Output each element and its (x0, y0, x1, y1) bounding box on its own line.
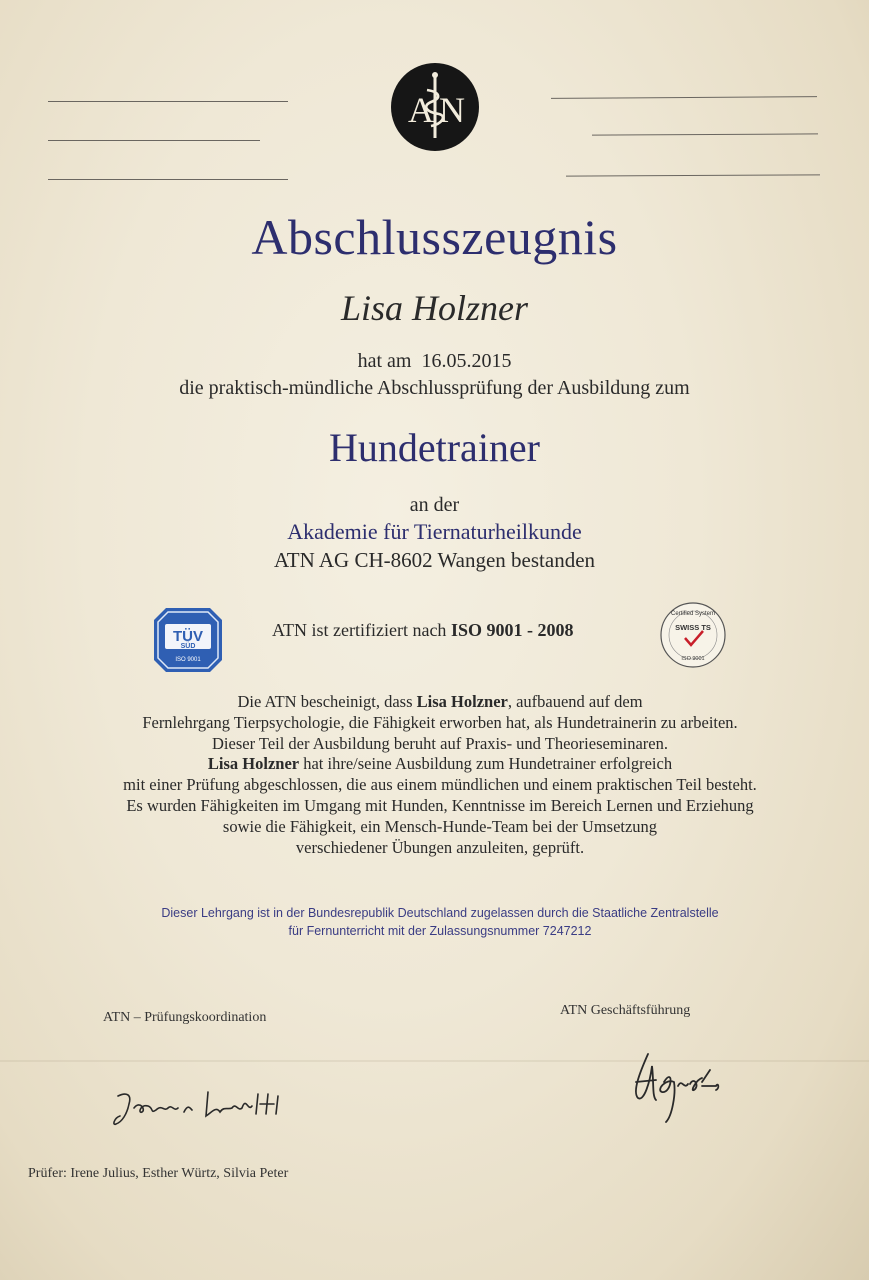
exam-date-line (0, 350, 869, 373)
body-name-1: Lisa Holzner (416, 692, 508, 711)
body-line-3: Dieser Teil der Ausbildung beruht auf Praxis- und Theorieseminaren. (212, 733, 668, 753)
body-line-6: Es wurden Fähigkeiten im Umgang mit Hunden, Kenntnisse im Bereich Lernen und Erziehung (126, 795, 754, 815)
atn-logo (390, 62, 480, 152)
certificate-body (60, 692, 820, 858)
swiss-ts-seal (658, 600, 728, 670)
accreditation-notice (60, 904, 820, 940)
tuv-sub-label: SÜD (180, 643, 196, 650)
swiss-mid-label: SWISS TS (675, 623, 711, 632)
examiners-line: Prüfer: Irene Julius, Esther Würtz, Silvia Peter (28, 1166, 289, 1181)
certificate-title: Abschlusszeugnis (251, 209, 618, 265)
body-line-2: Fernlehrgang Tierpsychologie, die Fähigkeit erworben hat, als Hundetrainerin zu arbeiten. (142, 712, 738, 732)
signature-left (112, 1082, 292, 1130)
blank-line-left-1 (48, 101, 288, 102)
body-line-1: Die ATN bescheinigt, dass Lisa Holzner, aufbauend auf dem (237, 692, 643, 711)
swiss-bottom-label: ISO 9001 (681, 656, 705, 662)
blank-line-right-1 (551, 96, 817, 99)
swiss-top-label: Certified System (670, 611, 716, 617)
date-prefix: hat am (357, 350, 412, 372)
iso-certification-line (272, 620, 573, 641)
exam-description: die praktisch-mündliche Abschlussprüfung der Ausbildung zum (179, 377, 690, 399)
svg-text:A: A (408, 90, 434, 130)
svg-text:N: N (439, 90, 465, 130)
tuv-sud-seal (152, 606, 224, 674)
body-line-7: sowie die Fähigkeit, ein Mensch-Hunde-Team bei der Umsetzung (222, 816, 658, 836)
signature-label-left: ATN – Prüfungskoordination (103, 1010, 267, 1025)
iso-standard: ISO 9001 - 2008 (450, 620, 574, 640)
academy-address: ATN AG CH-8602 Wangen bestanden (273, 548, 596, 572)
exam-date: 16.05.2015 (421, 350, 512, 372)
body-name-2: Lisa Holzner (207, 754, 300, 774)
notice-line-2: für Fernunterricht mit der Zulassungsnummer 7247212 (288, 924, 592, 938)
blank-line-right-3 (566, 174, 820, 176)
signature-label-right: ATN Geschäftsführung (560, 1003, 691, 1018)
iso-text: ATN ist zertifiziert nach (272, 620, 447, 640)
signature-right (626, 1042, 726, 1126)
academy-name: Akademie für Tiernaturheilkunde (287, 519, 582, 544)
graduate-name: Lisa Holzner (340, 288, 529, 328)
blank-line-left-3 (48, 179, 288, 180)
blank-line-left-2 (48, 140, 260, 141)
paper-crease (0, 1060, 869, 1062)
notice-line-1: Dieser Lehrgang ist in der Bundesrepublik Deutschland zugelassen durch die Staatliche Zentralstelle (161, 906, 719, 920)
body-line-8: verschiedener Übungen anzuleiten, geprüft. (295, 837, 585, 857)
body-line-4: Lisa Holzner hat ihre/seine Ausbildung zum Hundetrainer erfolgreich (207, 754, 673, 774)
tuv-iso-label: ISO 9001 (175, 657, 201, 663)
body-line-5: mit einer Prüfung abgeschlossen, die aus einem mündlichen und einem praktischen Teil besteht. (123, 775, 757, 795)
an-der-text: an der (409, 494, 460, 516)
profession-title: Hundetrainer (328, 425, 540, 470)
tuv-label: TÜV (173, 628, 203, 645)
blank-line-right-2 (592, 133, 818, 135)
